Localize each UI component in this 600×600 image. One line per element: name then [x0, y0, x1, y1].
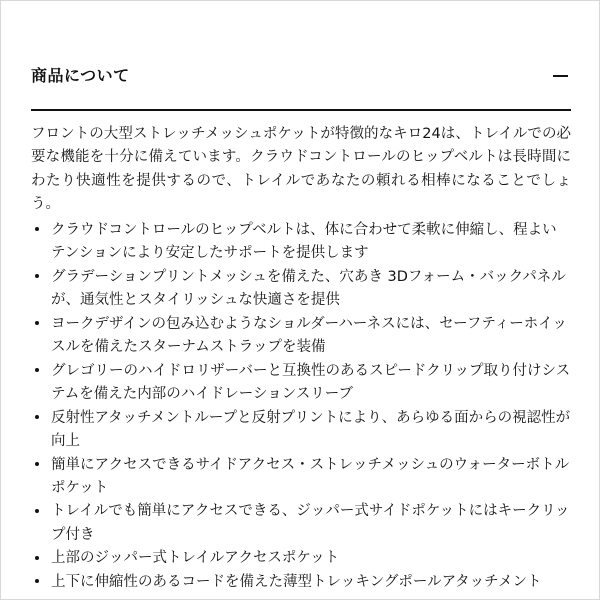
list-item: [31, 500, 571, 547]
list-item: [31, 454, 571, 501]
list-item: [31, 571, 571, 594]
feature-list: [31, 219, 571, 595]
intro-paragraph: フロントの大型ストレッチメッシュポケットが特徴的なキロ24は、トレイルでの必要な機能を十分に備えています。クラウドコントロールのヒップベルトは長時間にわたり快適性を提供するので、トレイルであなたの頼れる相棒になることでしょう。: [31, 125, 571, 213]
list-item-label: 反射性アタッチメントループと反射プリントにより、あらゆる面からの視認性が向上: [51, 409, 571, 450]
panel-body: [31, 123, 571, 595]
list-item-label: トレイルでも簡単にアクセスできる、ジッパー式サイドポケットにはキークリップ付き: [51, 503, 570, 543]
minus-icon[interactable]: [549, 65, 571, 87]
bullet-dot-icon: [35, 321, 39, 325]
list-item: [31, 547, 571, 570]
list-item-label: クラウドコントロールのヒップベルトは、体に合わせて柔軟に伸縮し、程よいテンションにより安定したサポートを提供します: [51, 221, 557, 262]
list-item: [31, 407, 571, 454]
bullet-dot-icon: [35, 368, 39, 372]
bullet-dot-icon: [35, 274, 39, 278]
panel-header: [31, 53, 571, 111]
list-item: [31, 360, 571, 407]
bullet-dot-icon: [35, 509, 39, 513]
bullet-dot-icon: [35, 462, 39, 466]
list-item-label: グレゴリーのハイドロリザーバーと互換性のあるスピードクリップ取り付けシステムを備えた内部のハイドレーションスリーブ: [51, 362, 571, 403]
page-title: 商品について: [31, 66, 130, 86]
list-item: [31, 266, 571, 313]
list-item: [31, 313, 571, 360]
bullet-dot-icon: [35, 556, 39, 560]
bullet-dot-icon: [35, 415, 39, 419]
list-item-label: グラデーションプリントメッシュを備えた、穴あき 3Dフォーム・バックパネルが、通気性とスタイリッシュな快適さを提供: [51, 268, 566, 309]
bullet-dot-icon: [35, 579, 39, 583]
bullet-dot-icon: [35, 227, 39, 231]
list-item-label: 上下に伸縮性のあるコードを備えた薄型トレッキングポールアタッチメント: [51, 573, 542, 590]
minus-icon-bar: [553, 75, 568, 77]
list-item-label: 簡単にアクセスできるサイドアクセス・ストレッチメッシュのウォーターボトルポケット: [51, 456, 570, 496]
list-item: [31, 219, 571, 266]
product-about-panel: [31, 53, 571, 594]
list-item-label: ヨークデザインの包み込むようなショルダーハーネスには、セーフティーホイッスルを備えたスターナムストラップを装備: [51, 315, 567, 356]
list-item-label: 上部のジッパー式トレイルアクセスポケット: [51, 550, 340, 567]
